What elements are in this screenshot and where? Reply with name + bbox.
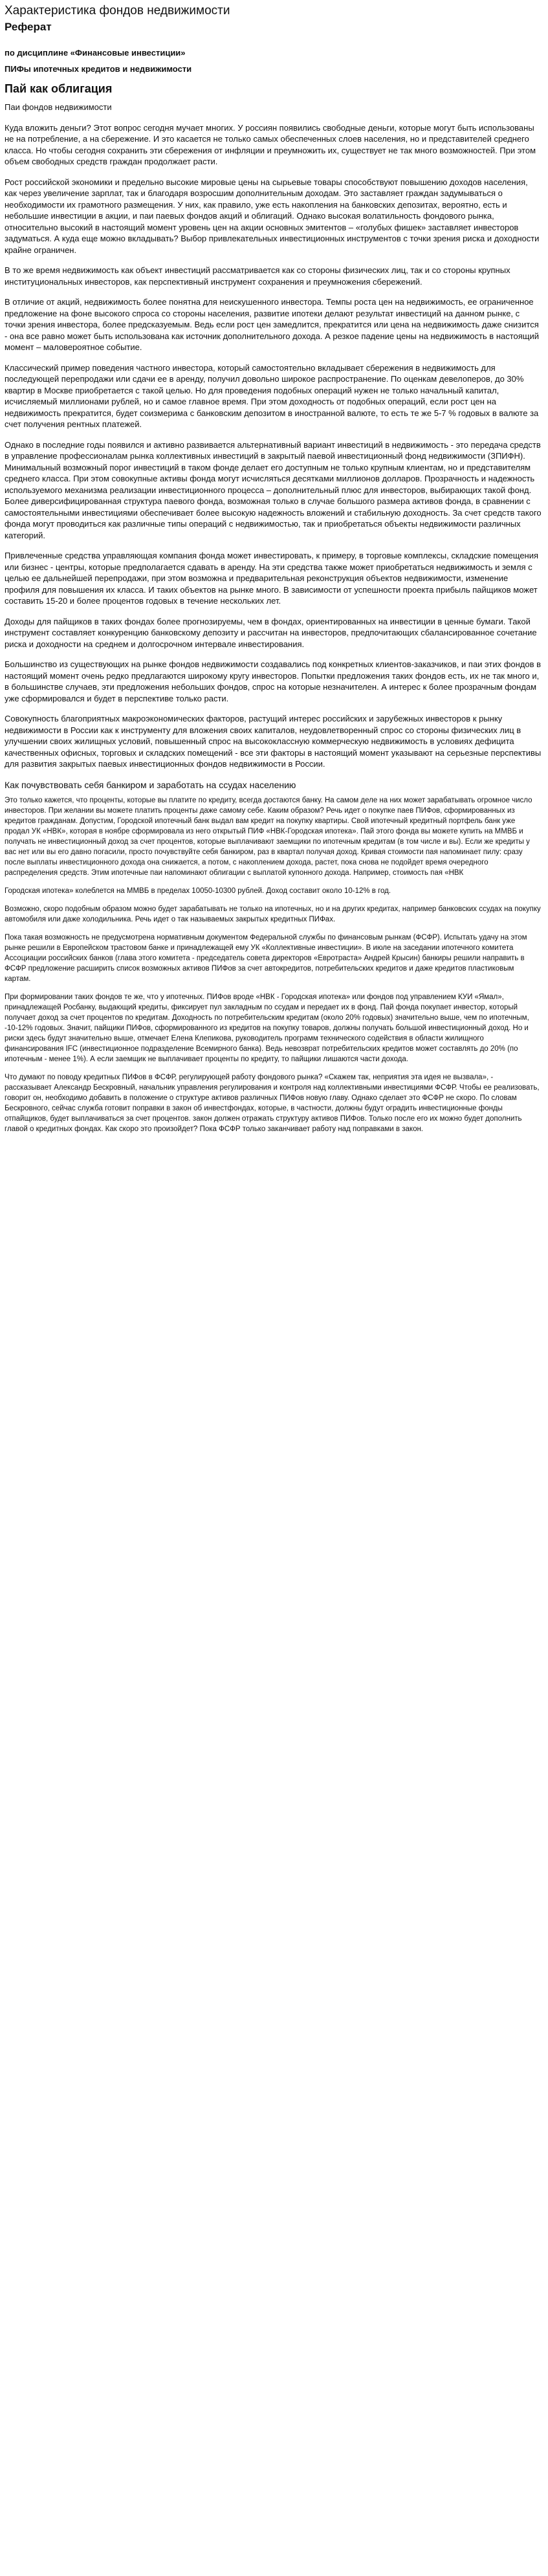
section-pai-kak-obligaciya xyxy=(5,81,542,770)
paragraph: Однако в последние годы появился и активно развивается альтернативный вариант инвестиций в недвижимость - это передача средств в управление профессионалам рынка коллективных инвестиций в закрытый паевой инвестиционный фонд недвижимости (ЗПИФН). Минимальный возможный порог инвестиций в таком фонде делает его доступным не только крупным клиентам, но и представителям среднего класса. При этом совокупные активы фонда могут исчисляться десятками миллионов долларов. Прозрачность и надежность используемого механизма реализации инвестиционного процесса – дополнительный плюс для инвесторов, выбирающих такой фонд. Более диверсифицированная структура паевого фонда, возможная только в случае большого размера активов фонда, в сравнении с самостоятельными инвестициями обеспечивает более высокую надежность вложений и стабильную доходность. За счет средств такого фонда могут проводиться как различные типы операций с недвижимостью, так и приобретаться объекты недвижимости различных категорий. xyxy=(5,439,542,540)
paragraph: Что думают по поводу кредитных ПИФов в ФСФР, регулирующей работу фондового рынка? «Скажем так, неприятия эта идея не вызвала», - рассказывает Александр Бескровный, начальник управления регулирования и контроля над коллективными инвестициями ФСФР. Чтобы ее реализовать, говорит он, необходимо добавить в положение о структуре активов различных ПИФов новую главу. Однако сделает это ФСФР не скоро. По словам Бескровного, сейчас служба готовит поправки в закон об инвестфондах, которые, в частности, должны будут оградить инвестиционные фонды отпайщиков, будет выплачиваться за счет процентов. закон должен отражать структуру активов ПИФов. Только после его их можно будет дополнить главой о кредитных фондах. Как скоро это произойдет? Пока ФСФР только заканчивает работу над поправками в закон. xyxy=(5,1073,540,1133)
paragraph: В то же время недвижимость как объект инвестиций рассматривается как со стороны физических лиц, так и со стороны крупных институциональных инвесторов, как перспективный инструмент сохранения и преумножения сбережений. xyxy=(5,265,510,287)
section-bankir-ssudy xyxy=(5,779,542,1134)
section-heading: Как почувствовать себя банкиром и заработать на ссудах населению xyxy=(5,779,296,790)
topic-line: ПИФы ипотечных кредитов и недвижимости xyxy=(5,64,192,74)
paragraph: Привлеченные средства управляющая компания фонда может инвестировать, к примеру, в торговые комплексы, складские помещения или бизнес - центры, которые предполагается сдавать в аренду. На эти средства также может приобретаться недвижимость и земля с целью ее дальнейшей перепродажи, при этом возможна и предварительная реконструкция объектов недвижимости, изменение профиля для повышения их класса. И таких объектов на рынке много. В зависимости от успешности проекта прибыль пайщиков может составить 15-20 и более процентов годовых в течение нескольких лет. xyxy=(5,551,539,606)
paragraph: Совокупность благоприятных макроэкономических факторов, растущий интерес российских и зарубежных инвесторов к рынку недвижимости в России как к инструменту для вложения своих капиталов, неудовлетворенный спрос со стороны физических лиц в улучшении своих жилищных условий, повышенный спрос на высококлассную коммерческую недвижимость в условиях дефицита качественных офисных, торговых и складских помещений - все эти факторы в настоящий момент указывают на серьезные перспективы для развития закрытых паевых инвестиционных фондов недвижимости в России. xyxy=(5,714,542,769)
discipline-line: по дисциплине «Финансовые инвестиции» xyxy=(5,48,186,58)
document-page xyxy=(0,0,548,1155)
paragraph: Пока такая возможность не предусмотрена нормативным документом Федеральной службы по финансовым рынкам (ФСФР). Испытать удачу на этом рынке решили в Европейском трастовом банке и принадлежащей ему УК «Коллективные инвестиции». В июле на заседании ипотечного комитета Ассоциации российских банков (глава этого комитета - председатель совета директоров «Евротраста» Андрей Крысин) банкиры решили направить в ФСФР предложение расширить список возможных активов ПИФов за счет автокредитов, потребительских кредитов и даже кредитов пластиковым картам. xyxy=(5,933,527,983)
paragraph: В отличие от акций, недвижимость более понятна для неискушенного инвестора. Темпы роста цен на недвижимость, ее ограниченное предложение на фоне высокого спроса со стороны населения, развитие ипотеки делают результат инвестиций на данном рынке, с точки зрения инвестора, более предсказуемым. Ведь если рост цен замедлится, прекратится или цена на недвижимость даже снизится - она все равно может быть использована как источник дополнительного дохода. А резкое падение цены на недвижимость в настоящий момент – маловероятное событие. xyxy=(5,297,540,352)
paragraph: Рост российской экономики и предельно высокие мировые цены на сырьевые товары способствуют повышению доходов населения, как через увеличение зарплат, так и благодаря возросшим дополнительным доходам. Это заставляет граждан задумываться о необходимости их грамотного размещения. У них, как правило, уже есть накопления на банковских депозитах, вероятно, есть и небольшие инвестиции в акции, и паи паевых фондов акций и облигаций. Однако высокая волатильность фондового рынка, относительно высокий в настоящий момент уровень цен на акции основных эмитентов – «голубых фишек» заставляет инвесторов задуматься. А куда еще можно вкладывать? Выбор привлекательных инвестиционных инструментов с точки зрения риска и доходности крайне ограничен. xyxy=(5,177,540,255)
paragraph: Это только кажется, что проценты, которые вы платите по кредиту, всегда достаются банку. На самом деле на них может зарабатывать огромное число инвесторов. При желании вы можете платить проценты даже самому себе. Каким образом? Речь идет о покупке паев ПИФов, сформированных из кредитов гражданам. Допустим, Городской ипотечный банк выдал вам кредит на покупку квартиры. Свой ипотечный кредитный портфель банк уже продал УК «НВК», которая в ноябре сформировала из него открытый ПИФ «НВК-Городская ипотека». Пай этого фонда вы можете купить на ММВБ и получать не инвестиционный доход за счет процентов, которые выплачивают заемщики по ипотечным кредитам (в том числе и вы). Если же кредиты у вас нет или вы его давно погасили, просто почувствуйте себя банкиром, раз в квартал получая доход. Кривая стоимости пая напоминает пилу: сразу после выплаты инвестиционного дохода она снижается, а потом, с накоплением дохода, растет, пока снова не подойдет время очередного распределения средств. Этим ипотечные паи напоминают облигации с выплатой купонного дохода. Например, стоимость пая «НВК xyxy=(5,796,532,877)
paragraph: Доходы для пайщиков в таких фондах более прогнозируемы, чем в фондах, ориентированных на инвестиции в ценные бумаги. Такой инструмент составляет конкуренцию банковскому депозиту и рассчитан на инвесторов, предпочитающих сбалансированное сочетание риска и доходности на среднем и долгосрочном интервале инвестирования. xyxy=(5,616,537,649)
paragraph: Возможно, скоро подобным образом можно будет зарабатывать не только на ипотечных, но и на других кредитах, например банковских ссудах на покупку автомобиля или даже холодильника. Речь идет о так называемых закрытых кредитных ПИФах. xyxy=(5,905,541,923)
paragraph: Городская ипотека» колеблется на ММВБ в пределах 10050-10300 рублей. Доход составит около 10-12% в год. xyxy=(5,886,391,895)
document-subtitle: Реферат xyxy=(5,21,52,33)
paragraph: Куда вложить деньги? Этот вопрос сегодня мучает многих. У россиян появились свободные деньги, которые могут быть использованы не на потребление, а на сбережение. И это касается не только самых обеспеченных слоев населения, но и представителей среднего класса. Но чтобы сегодня сохранить эти сбережения от инфляции и преумножить их, существует не так много возможностей. При этом объем свободных средств граждан продолжает расти. xyxy=(5,122,536,166)
document-title: Характеристика фондов недвижимости xyxy=(5,4,230,17)
section-heading: Пай как облигация xyxy=(5,82,113,95)
paragraph: При формировании таких фондов те же, что у ипотечных. ПИФов вроде «НВК - Городская ипотека» или фондов под управлением КУИ «Ямал», принадлежащей Росбанку, выдающий кредиты, фиксирует пул закладным по ссудам и передает их в фонд. Пай фонда покупает инвестор, который получает доход за счет процентов по кредитам. Доходность по потребительским кредитам (около 20% годовых) значительно выше, чем по ипотечным, -10-12% годовых. Значит, пайщики ПИФов, сформированного из кредитов на покупку товаров, должны получать большой инвестиционный доход. Но и риски здесь будут значительно выше, отмечает Елена Клепикова, руководитель программ технического содействия в области жилищного финансирования IFC (инвестиционное подразделение Всемирного банка). Ведь невозврат потребительских кредитов может составлять до 20% (по ипотечным - менее 1%). А если заемщик не выплачивает проценты по кредиту, то пайщики лишаются части дохода. xyxy=(5,993,529,1063)
paragraph: Большинство из существующих на рынке фондов недвижимости создавались под конкретных клиентов-заказчиков, и паи этих фондов в настоящий момент очень редко предлагаются широкому кругу инвесторов. Попытки предложения таких фондов есть, их не так много и, в большинстве случаев, эти предложения небольших фондов, спрос на которые незначителен. А интерес к более прозрачным фондам уже сформировался и будет в перспективе только расти. xyxy=(5,659,542,703)
paragraph: Паи фондов недвижимости xyxy=(5,102,112,112)
paragraph: Классический пример поведения частного инвестора, который самостоятельно вкладывает сбережения в недвижимость для последующей перепродажи или сдачи ее в аренду, получил довольно широкое распространение. По оценкам девелоперов, до 30% квартир в Москве приобретается с такой целью. Но для проведения подобных операций нужен не только начальный капитал, исчисляемый миллионами рублей, но и самое главное время. При этом доходность от подобных операций, если рост цен на недвижимость прекратится, будет соизмерима с банковским депозитом в иностранной валюте, то есть те же 5-7 % годовых в валюте за счет получения рентных платежей. xyxy=(5,362,539,429)
